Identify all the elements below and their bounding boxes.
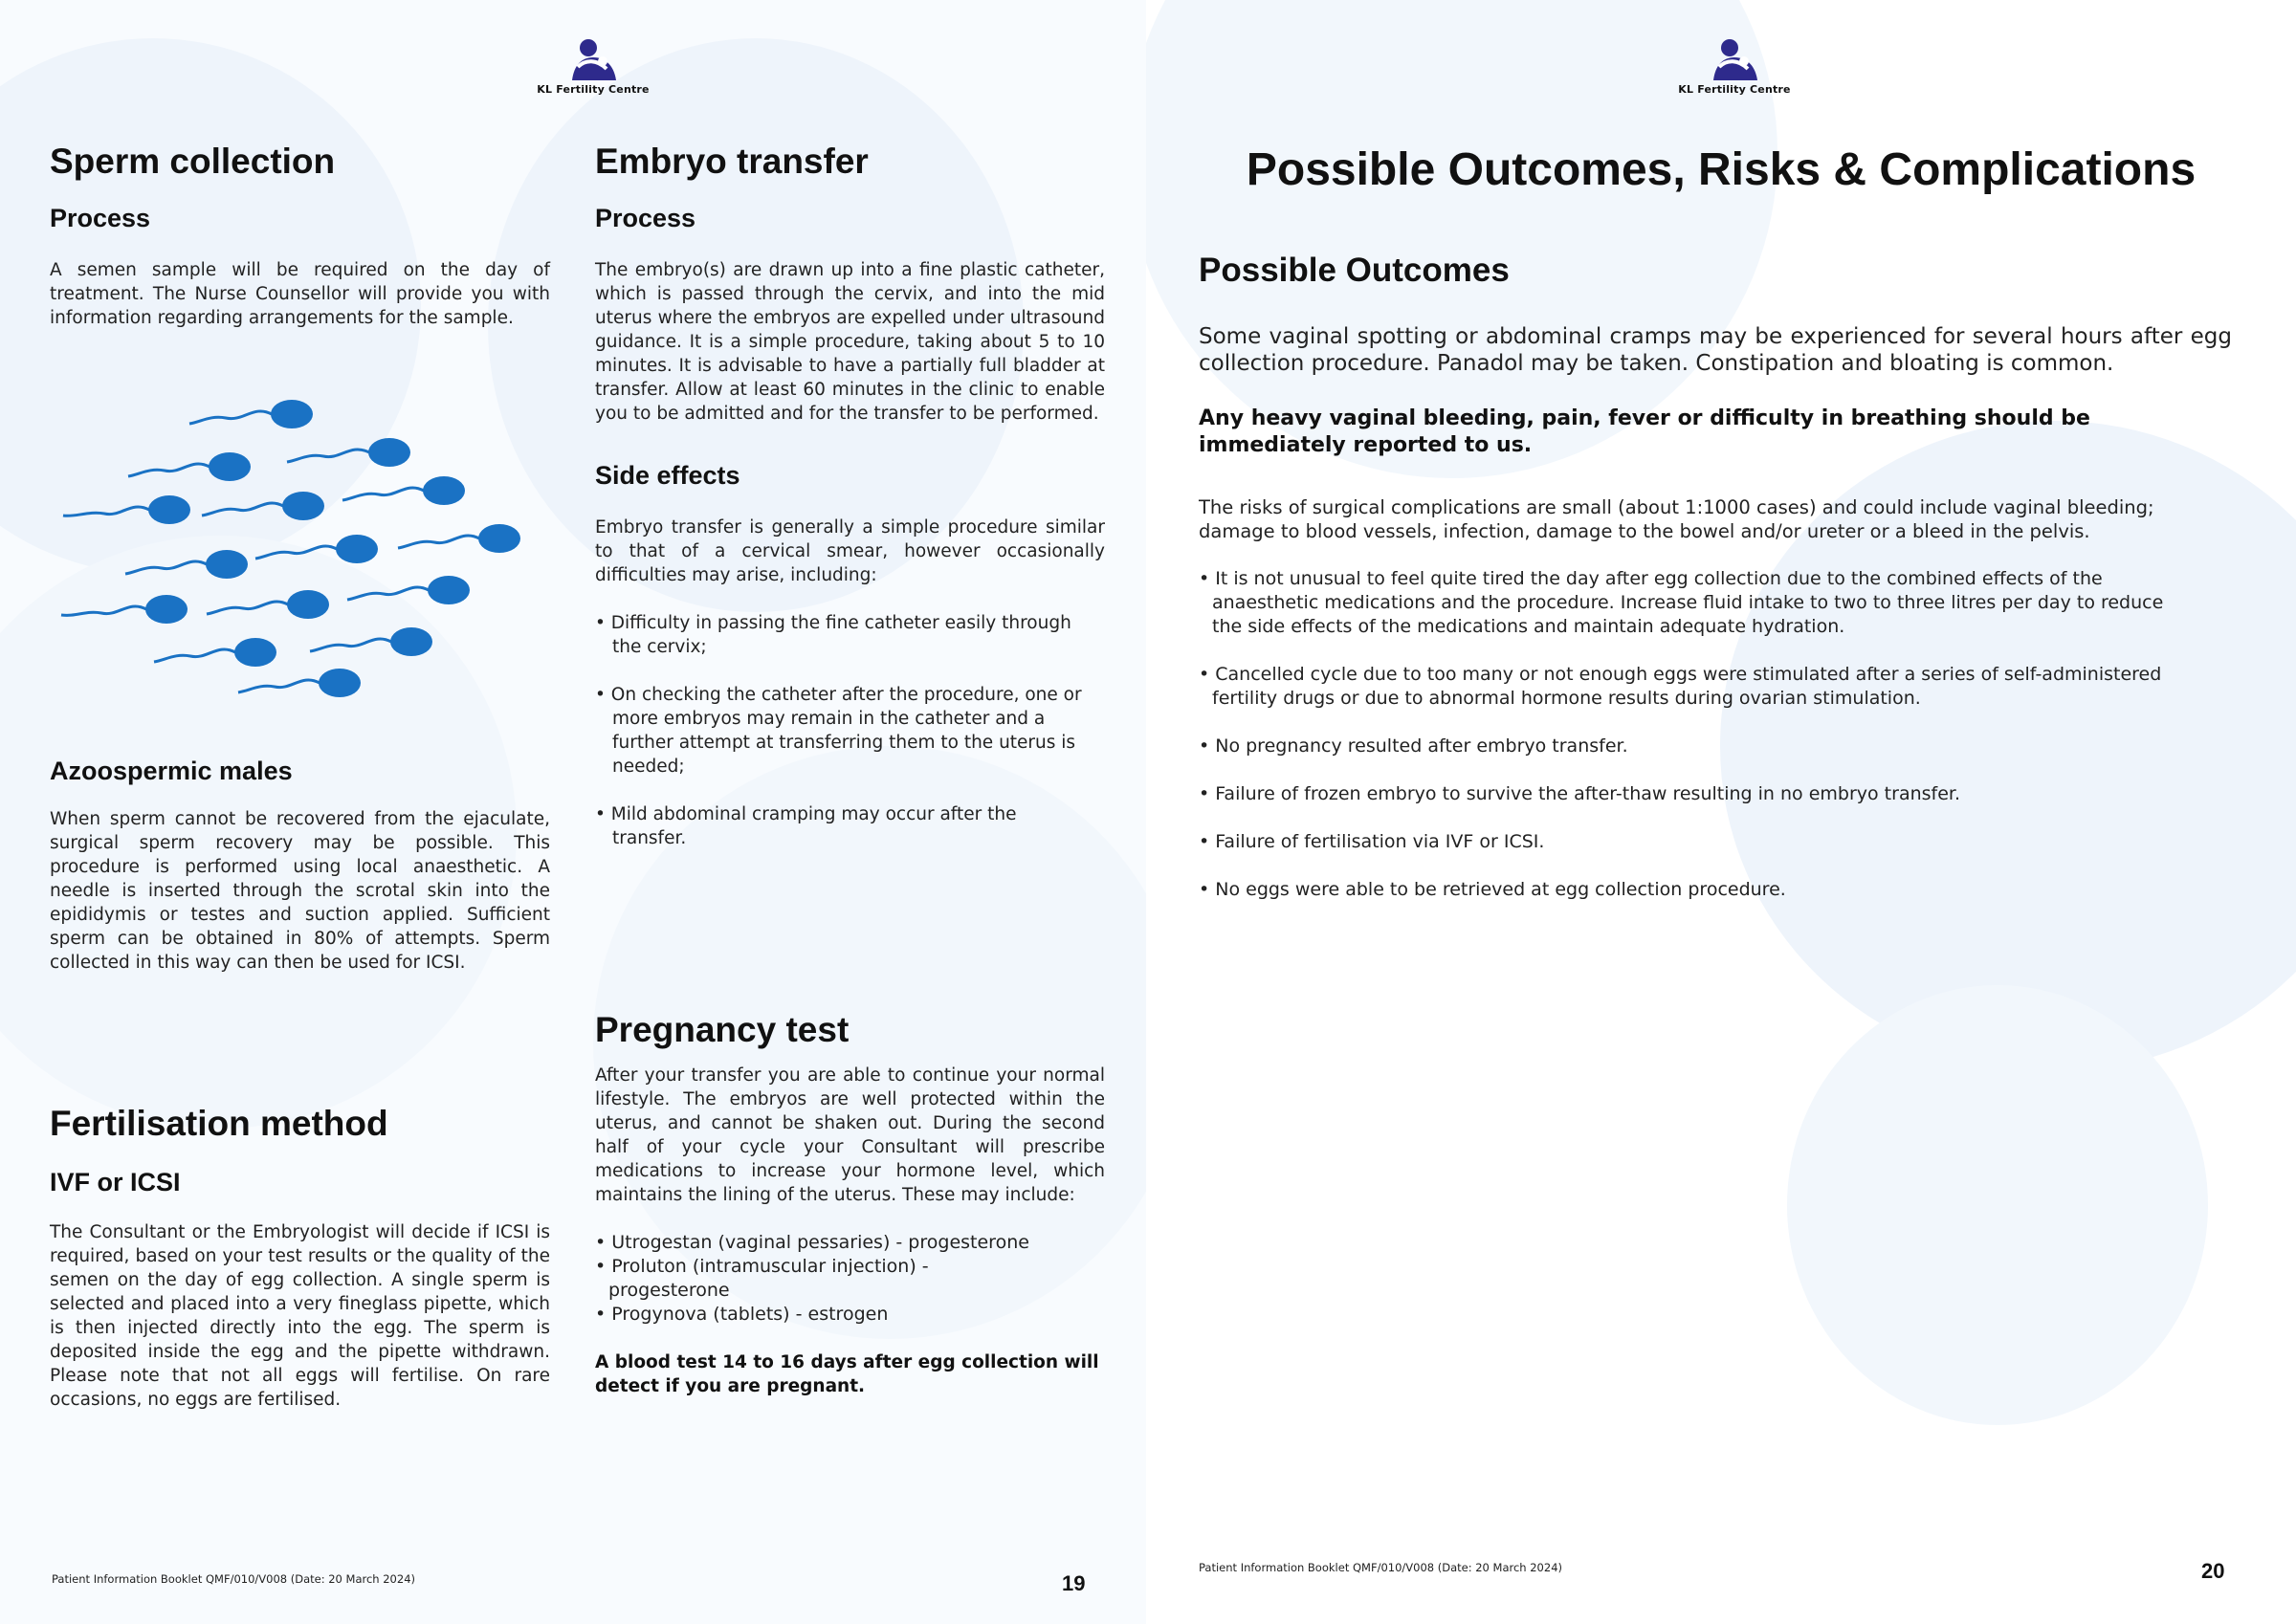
sperm-icon	[61, 595, 188, 624]
sperm-icon	[63, 495, 190, 524]
azoospermic-section	[50, 756, 550, 975]
footer-text: Patient Information Booklet QMF/010/V008 (Date: 20 March 2024)	[52, 1572, 415, 1586]
sperm-icon	[154, 638, 276, 667]
sperm-illustration	[57, 387, 536, 703]
sperm-icon	[202, 492, 324, 520]
page-20	[1146, 0, 2296, 1624]
sperm-icon	[128, 452, 251, 481]
section-title-possible-outcomes: Possible Outcomes	[1199, 252, 1510, 289]
subtitle-process: Process	[595, 204, 696, 232]
embryo-transfer-body: The embryo(s) are drawn up into a fine plastic catheter, which is passed through the cervix, and into the mid uterus where the embryos are expelled under ultrasound guidance. It is a simple procedure, taking about 5 to 10 minutes. It is advisable to have a partially full bladder at transfer. Allow at least 60 minutes in the clinic to enable you to be admitted and for the transfer to be performed.	[595, 260, 1105, 424]
outcomes-warning: Any heavy vaginal bleeding, pain, fever or difficulty in breathing should be immediately reported to us.	[1199, 406, 2090, 457]
outcomes-risks: The risks of surgical complications are small (about 1:1000 cases) and could include vaginal bleeding; damage to blood vessels, infection, damage to the bowel and/or ureter or a bleed in the pelvis.	[1199, 496, 2154, 542]
fertilisation-body: The Consultant or the Embryologist will decide if ICSI is required, based on your test results or the quality of the semen on the day of egg collection. A single sperm is selected and placed into a very fineglass pipette, which is then injected directly into the egg. The sperm is deposited inside the egg and the pipette withdrawn. Please note that not all eggs will fertilise. On rare occasions, no eggs are fertilised.	[50, 1222, 550, 1410]
list-item: • Cancelled cycle due to too many or not enough eggs were stimulated after a series of self-administered fertility drugs or due to abnormal hormone results during ovarian stimulation.	[1199, 664, 2162, 709]
logo-text: KL Fertility Centre	[537, 83, 650, 96]
list-item: • No eggs were able to be retrieved at egg collection procedure.	[1199, 879, 1786, 900]
logo-text: KL Fertility Centre	[1678, 83, 1791, 96]
footer-text: Patient Information Booklet QMF/010/V008 (Date: 20 March 2024)	[1199, 1561, 1562, 1574]
section-title-pregnancy-test: Pregnancy test	[595, 1010, 850, 1049]
column-right	[595, 142, 1105, 850]
list-item: • Failure of fertilisation via IVF or ICSI.	[1199, 831, 1545, 852]
clinic-logo	[1672, 38, 1797, 96]
azoospermic-body: When sperm cannot be recovered from the ejaculate, surgical sperm recovery may be possible. This procedure is performed using local anaesthetic. A needle is inserted through the scrotal skin into the epididymis or testes and suction applied. Sufficient sperm can be obtained in 80% of attempts. Sperm collected in this way can then be used for ICSI.	[50, 809, 550, 973]
list-item: • On checking the catheter after the procedure, one or more embryos may remain in the catheter and a further attempt at transferring them to the uterus is needed;	[595, 685, 1082, 777]
sperm-icon	[255, 535, 378, 563]
page-number: 20	[2201, 1559, 2225, 1583]
subtitle-process: Process	[50, 204, 151, 232]
section-title-side-effects: Side effects	[595, 461, 740, 490]
side-effects-intro: Embryo transfer is generally a simple procedure similar to that of a cervical smear, however occasionally difficulties may arise, including:	[595, 517, 1105, 585]
subtitle-ivf-icsi: IVF or ICSI	[50, 1168, 181, 1196]
sperm-icon	[189, 400, 313, 428]
sperm-icon	[125, 550, 248, 579]
list-item: • Proluton (intramuscular injection) - progesterone	[595, 1256, 929, 1301]
logo-icon	[1706, 38, 1763, 82]
sperm-icon	[287, 438, 410, 467]
outcomes-intro: Some vaginal spotting or abdominal cramps may be experienced for several hours after egg collection procedure. Panadol may be taken. Constipation and bloating is common.	[1199, 324, 2232, 376]
page-number: 19	[1062, 1571, 1086, 1595]
column-left	[50, 142, 550, 330]
fertilisation-section	[50, 1104, 550, 1412]
sperm-icon	[347, 576, 470, 604]
section-title-sperm-collection: Sperm collection	[50, 142, 336, 181]
list-item: • Progynova (tablets) - estrogen	[595, 1304, 889, 1325]
list-item: • Utrogestan (vaginal pessaries) - progesterone	[595, 1232, 1029, 1253]
sperm-icon	[238, 669, 361, 697]
pregnancy-test-section	[595, 1010, 1105, 1398]
section-title-fertilisation: Fertilisation method	[50, 1104, 388, 1143]
list-item: • Mild abdominal cramping may occur after the transfer.	[595, 804, 1017, 848]
list-item: • It is not unusual to feel quite tired the day after egg collection due to the combined effects of the anaesthetic medications and the procedure. Increase fluid intake to two to three litres per day to reduce the side effects of the medications and maintain adequate hydration.	[1199, 568, 2164, 637]
list-item: • Difficulty in passing the fine catheter easily through the cervix;	[595, 613, 1071, 657]
sperm-icon	[207, 590, 329, 619]
clinic-logo	[531, 38, 655, 96]
logo-icon	[564, 38, 622, 82]
sperm-icon	[342, 476, 465, 505]
sperm-collection-body: A semen sample will be required on the day of treatment. The Nurse Counsellor will provide you with information regarding arrangements for the sample.	[50, 260, 550, 328]
outcomes-section	[1199, 251, 2232, 902]
list-item: • No pregnancy resulted after embryo transfer.	[1199, 735, 1628, 757]
sperm-icon	[398, 524, 520, 553]
background-circle	[1787, 985, 2208, 1425]
section-title-azoospermic: Azoospermic males	[50, 757, 293, 785]
pregnancy-test-note: A blood test 14 to 16 days after egg collection will detect if you are pregnant.	[595, 1352, 1099, 1396]
sperm-icon	[310, 627, 432, 656]
page-19	[0, 0, 1146, 1624]
list-item: • Failure of frozen embryo to survive the after-thaw resulting in no embryo transfer.	[1199, 783, 1961, 804]
page-title: Possible Outcomes, Risks & Complications	[1246, 144, 2197, 195]
pregnancy-test-body: After your transfer you are able to continue your normal lifestyle. The embryos are well protected within the uterus, and cannot be shaken out. During the second half of your cycle your Consultant will prescribe medications to increase your hormone level, which maintains the lining of the uterus. These may include:	[595, 1065, 1105, 1205]
section-title-embryo-transfer: Embryo transfer	[595, 142, 869, 181]
